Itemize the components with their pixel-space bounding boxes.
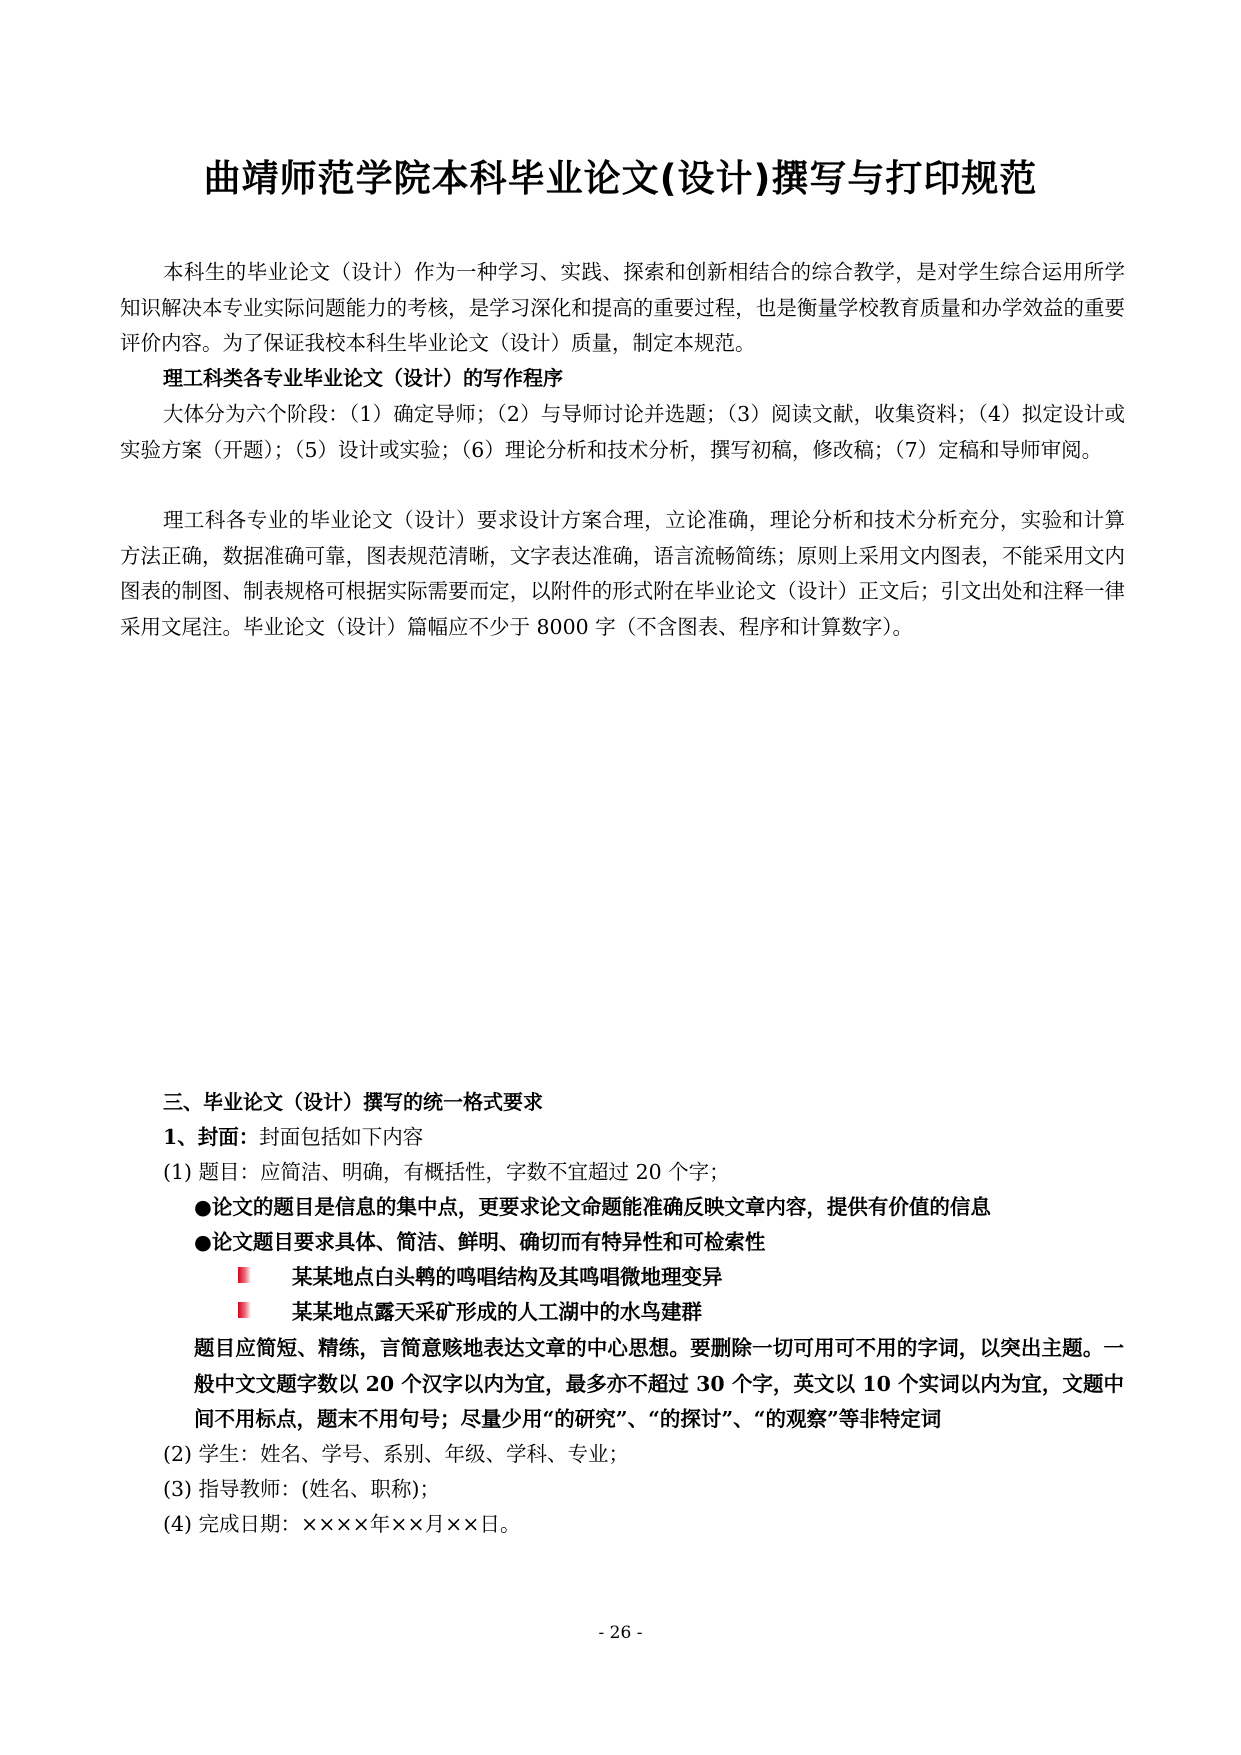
page-number: - 26 - <box>598 1623 643 1643</box>
cover-text: 封面包括如下内容 <box>259 1125 424 1149</box>
procedure-paragraph-1: 大体分为六个阶段：（1）确定导师；（2）与导师讨论并选题；（3）阅读文献，收集资料；（4）拟定设计或实验方案（开题）；（5）设计或实验；（6）理论分析和技术分析，撰写初稿，修改稿；（7）定稿和导师审阅。 <box>120 402 1125 462</box>
bullet-specific: ●论文题目要求具体、简洁、鲜明、确切而有特异性和可检索性 <box>194 1230 766 1254</box>
example-title-1: 某某地点白头鹎的鸣唱结构及其鸣唱微地理变异 <box>292 1265 723 1289</box>
format-heading: 三、毕业论文（设计）撰写的统一格式要求 <box>163 1090 543 1114</box>
procedure-paragraph-2: 理工科各专业的毕业论文（设计）要求设计方案合理，立论准确，理论分析和技术分析充分，实验和计算方法正确，数据准确可靠，图表规范清晰，文字表达准确，语言流畅简练；原则上采用文内图表，不能采用文内图表的制图、制表规格可根据实际需要而定，以附件的形式附在毕业论文（设计）正文后；引文出处和注释一律采用文尾注。毕业论文（设计）篇幅应不少于 8000 字（不含图表、程序和计算数字）。 <box>120 508 1125 639</box>
title-guideline-note: 题目应简短、精练，言简意赅地表达文章的中心思想。要删除一切可用可不用的字词，以突出主题。一般中文文题字数以 20 个汉字以内为宜，最多亦不超过 30 个字，英文以 10 个实词以内为宜，文题中间不用标点，题末不用句号；尽量少用“的研究”、“的探讨”、“的观察”等非特定词 <box>194 1336 1124 1431</box>
cover-label: 1、封面： <box>163 1125 260 1149</box>
item-title: (1) 题目：应简洁、明确，有概括性，字数不宜超过 20 个字； <box>163 1160 730 1184</box>
example-title-2: 某某地点露天采矿形成的人工湖中的水鸟建群 <box>292 1300 702 1324</box>
item-student: (2) 学生：姓名、学号、系别、年级、学科、专业； <box>163 1442 630 1466</box>
page-title: 曲靖师范学院本科毕业论文(设计)撰写与打印规范 <box>203 157 1038 200</box>
bullet-info-focus: ●论文的题目是信息的集中点，更要求论文命题能准确反映文章内容，提供有价值的信息 <box>194 1195 991 1219</box>
cover-line <box>163 1120 423 1155</box>
item-completion-date: (4) 完成日期：××××年××月××日。 <box>163 1512 521 1536</box>
example-marker-icon <box>238 1302 251 1318</box>
item-advisor: (3) 指导教师：(姓名、职称)； <box>163 1477 441 1501</box>
intro-paragraph: 本科生的毕业论文（设计）作为一种学习、实践、探索和创新相结合的综合教学，是对学生综合运用所学知识解决本专业实际问题能力的考核，是学习深化和提高的重要过程，也是衡量学校教育质量和办学效益的重要评价内容。为了保证我校本科生毕业论文（设计）质量，制定本规范。 <box>120 260 1125 355</box>
procedure-heading: 理工科类各专业毕业论文（设计）的写作程序 <box>163 366 563 390</box>
example-marker-icon <box>238 1267 251 1283</box>
